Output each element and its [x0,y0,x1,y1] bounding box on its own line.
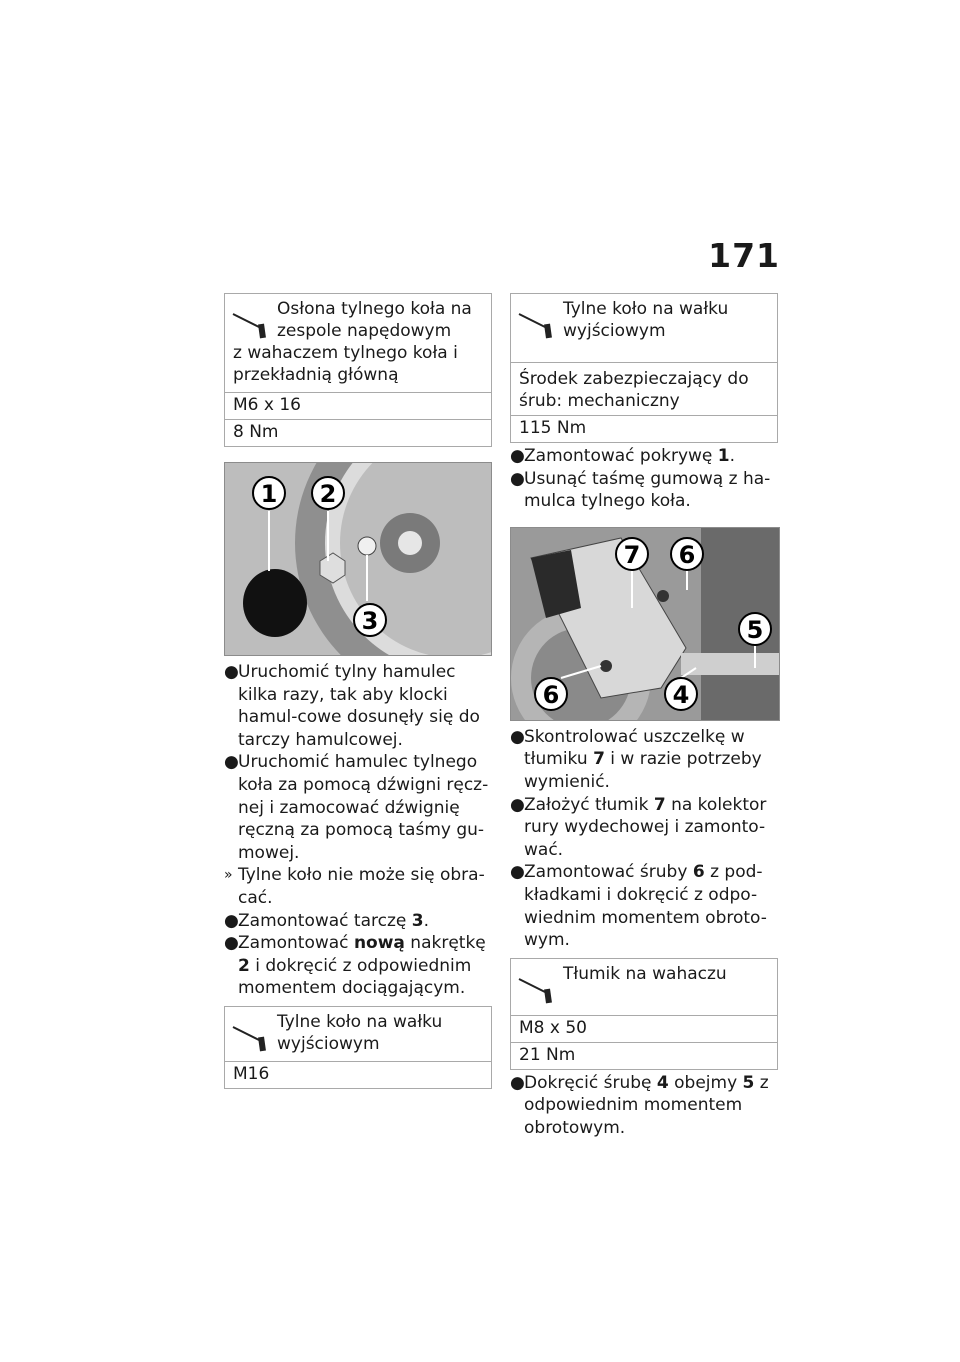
result-arrow: » [224,867,233,884]
callout-label: 6 [678,540,696,569]
torque-spec-silencer [510,958,778,1070]
list-item: ● Zamontować nową nakrętkę 2 i dokręcić z odpowiednim momentem dociągającym. [224,933,486,999]
spec-title-rest: z wahaczem tylnego koła i przekładnią główną [233,343,458,385]
photo-rear-wheel-hub [224,462,492,656]
list-item: ● Uruchomić tylny hamulec kilka razy, tak aby klocki hamul-cowe dosunęły się do tarczy hamulcowej. [224,662,480,750]
bullet-dot: ● [510,468,525,489]
list-item: ● Zamontować śruby 6 z pod-kładkami i dokręcić z odpo-wiednim momentem obroto-wym. [510,862,767,951]
torque-wrench-icon [517,971,557,1005]
callout-label: 1 [260,480,278,508]
torque-spec-cover [224,293,492,447]
callout-label: 7 [623,540,641,569]
callout-label: 3 [361,607,379,635]
torque-wrench-icon [231,1019,271,1053]
page-number: 171 [708,236,780,275]
spec-title: Tłumik na wahaczu [563,963,727,984]
steps-list-right-2 [510,726,778,952]
torque-wrench-icon [517,306,557,340]
spec-header [225,1007,491,1062]
bullet-dot: ● [224,910,239,931]
bullet-dot: ● [224,662,239,682]
torque-spec-axle [224,1006,492,1089]
steps-list-right-3 [510,1072,778,1140]
list-item-result: » Tylne koło nie może się obra-cać. [224,865,485,908]
list-item: ● Uruchomić hamulec tylnego koła za pomocą dźwigni ręcz-nej i zamocować dźwignię ręczną za pomocą taśmy gu-mowej. [224,752,489,863]
spec-title-line1: Osłona tylnego koła na [277,299,472,319]
spec-size: M8 x 50 [511,1016,777,1043]
photo-exhaust-silencer [510,527,780,721]
bullet-dot: ● [510,446,525,466]
bullet-dot: ● [224,752,239,773]
spec-torque: 21 Nm [519,1044,576,1065]
list-item: ● Skontrolować uszczelkę w tłumiku 7 i w razie potrzeby wymienić. [510,726,762,792]
list-item: ● Założyć tłumik 7 na kolektor rury wydechowej i zamonto-wać. [510,794,767,860]
list-item: ● Dokręcić śrubę 4 obejmy 5 z odpowiednim momentem obrotowym. [510,1072,769,1138]
steps-list-right-1 [510,445,778,513]
list-item: ● Zamontować pokrywę 1. [510,446,736,466]
bullet-dot: ● [224,933,239,954]
torque-spec-wheel [510,293,778,443]
spec-torque: 8 Nm [233,422,279,442]
spec-size: M16 [233,1063,270,1084]
torque-wrench-icon [231,306,271,340]
bullet-dot: ● [510,862,525,883]
bullet-dot: ● [510,1072,525,1093]
callout-label: 5 [746,615,764,644]
list-item: ● Usunąć taśmę gumową z ha-mulca tylnego koła. [510,468,771,512]
callout-label: 2 [319,480,337,508]
spec-torque: 115 Nm [519,418,587,438]
spec-header [225,294,491,393]
bullet-dot: ● [510,794,525,815]
bullet-dot: ● [510,726,525,747]
steps-list-left [224,661,492,1000]
list-item: ● Zamontować tarczę 3. [224,910,430,931]
left-column [224,293,492,1089]
callout-label: 6 [542,680,560,709]
spec-title: Tylne koło na wałku wyjściowym [563,299,729,341]
spec-size: M6 x 16 [225,393,491,420]
spec-header [511,959,777,1016]
spec-header [511,294,777,363]
right-column [510,293,778,1140]
spec-agent: Środek zabezpieczający do śrub: mechaniczny [511,363,777,416]
callout-label: 4 [672,680,690,709]
spec-title-line2: zespole napędowym [277,321,452,341]
spec-title: Tylne koło na wałku wyjściowym [277,1011,443,1054]
